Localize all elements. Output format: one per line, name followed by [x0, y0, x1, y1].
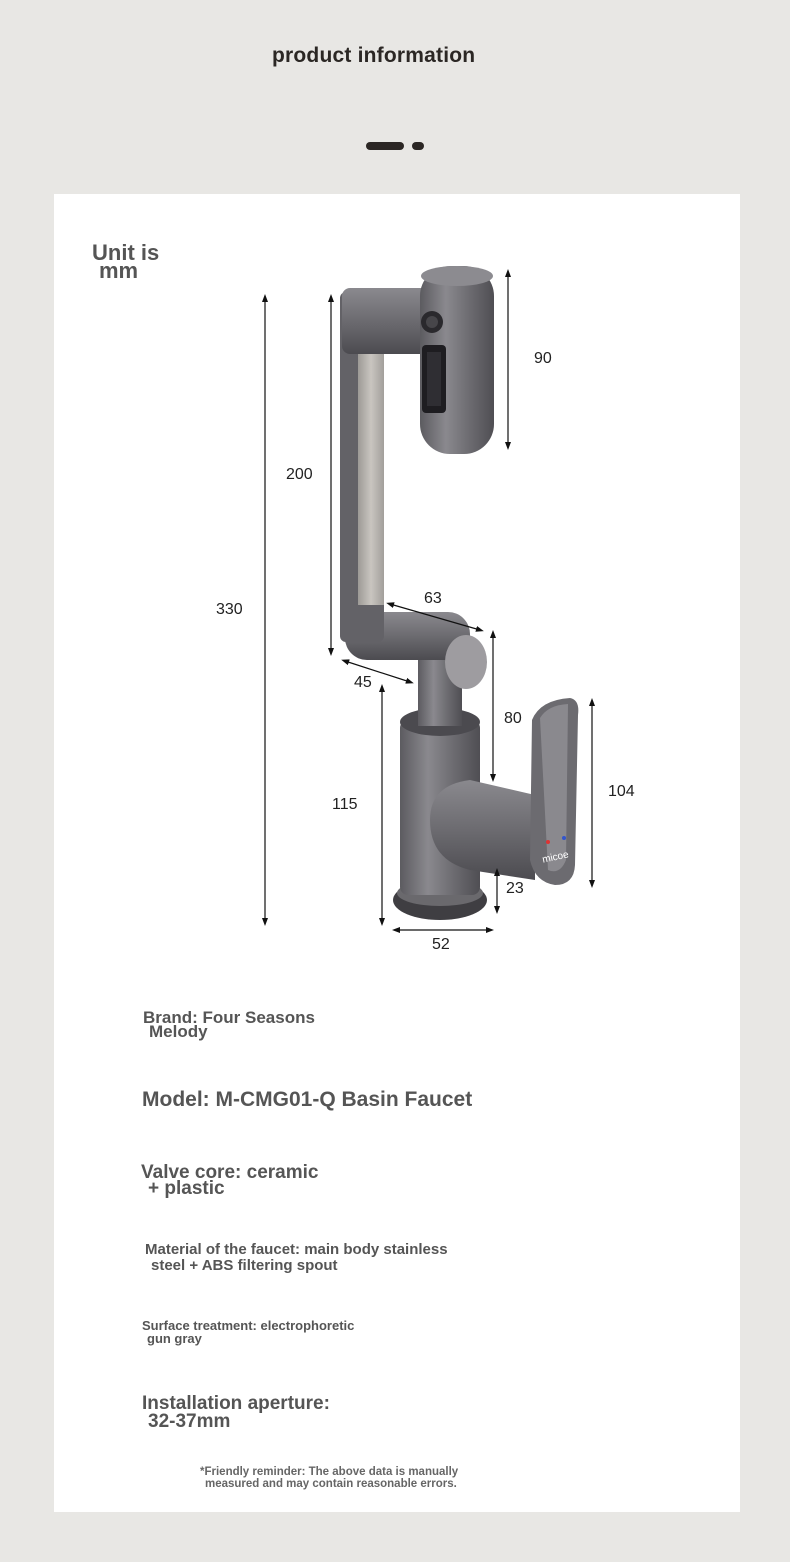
dim-label-104: 104 [608, 783, 635, 800]
spec-material-line2: steel + ABS filtering spout [151, 1257, 338, 1274]
dim-label-115: 115 [332, 796, 358, 813]
spec-model [142, 1088, 472, 1112]
dim-label-23: 23 [506, 880, 524, 897]
spec-valve-line1: Valve core: ceramic [141, 1162, 319, 1183]
spec-valve-line2: + plastic [148, 1178, 225, 1199]
brand-logo: micoe [541, 849, 570, 866]
dim-label-80: 80 [504, 710, 522, 727]
spec-surface-line2: gun gray [147, 1331, 202, 1346]
spec-material [145, 1242, 448, 1274]
reminder-line2: measured and may contain reasonable errors. [205, 1478, 457, 1490]
spec-surface [142, 1319, 354, 1345]
dim-label-63: 63 [424, 590, 442, 607]
spec-aperture [142, 1395, 330, 1431]
spec-model-line1: Model: M-CMG01-Q Basin Faucet [142, 1088, 473, 1111]
spec-aperture-line1: Installation aperture: [142, 1393, 330, 1414]
spec-surface-line1: Surface treatment: electrophoretic [142, 1318, 355, 1333]
spec-valve [141, 1162, 319, 1199]
spec-brand-line1: Brand: Four Seasons [143, 1008, 315, 1027]
unit-note-line2: mm [99, 258, 139, 283]
spec-material-line1: Material of the faucet: main body stainless [145, 1241, 448, 1258]
reminder-line1: *Friendly reminder: The above data is manually [200, 1466, 459, 1478]
spec-brand-line2: Melody [149, 1022, 208, 1041]
unit-note-line1: Unit is [92, 240, 160, 265]
dim-label-330: 330 [216, 601, 243, 618]
spec-aperture-line2: 32-37mm [148, 1411, 231, 1432]
dim-label-90: 90 [534, 350, 552, 367]
friendly-reminder [200, 1466, 530, 1490]
dim-label-52: 52 [432, 936, 450, 953]
dim-label-45: 45 [354, 674, 372, 691]
section-title: product information [272, 44, 476, 67]
spec-brand [143, 1008, 315, 1041]
dim-label-200: 200 [286, 466, 313, 483]
